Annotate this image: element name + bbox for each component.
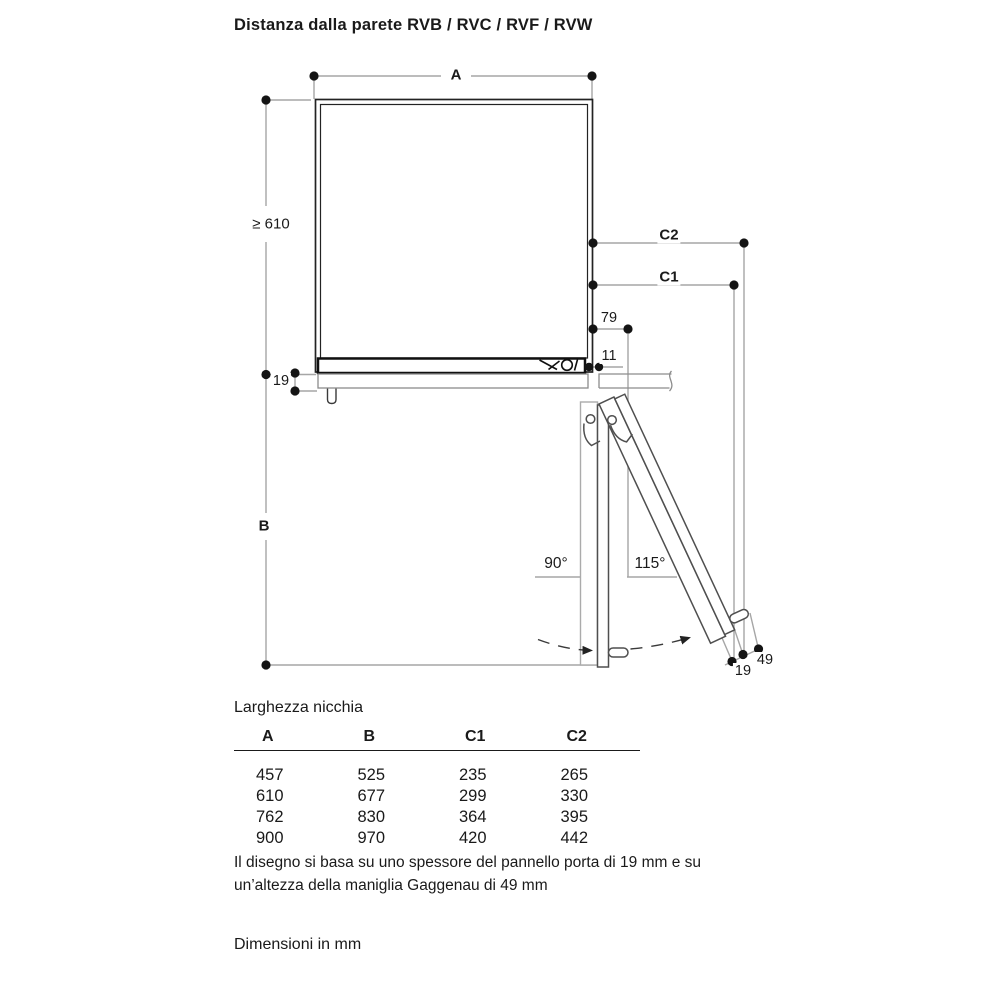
label-panel-19-left: 19 (272, 373, 290, 389)
niche-width-table (234, 698, 640, 849)
column-header-b: B (363, 728, 376, 745)
label-depth-min: ≥ 610 (252, 215, 290, 233)
table-row (234, 828, 640, 849)
label-wall-gap-11: 11 (601, 348, 617, 364)
table-row (234, 786, 640, 807)
column-header-a: A (262, 728, 274, 745)
table-body (234, 765, 640, 849)
appliance-door-115 (615, 394, 735, 634)
door-panel-90 (581, 402, 598, 665)
label-panel-19-right: 19 (734, 663, 752, 679)
appliance-door-90 (598, 405, 609, 667)
label-clearance-b: B (258, 517, 270, 535)
cell-c2: 265 (560, 766, 589, 784)
label-c1: C1 (659, 268, 679, 286)
table-row (234, 765, 640, 786)
label-hinge-offset-79: 79 (600, 310, 618, 326)
cell-c1: 299 (459, 787, 487, 805)
cell-a: 457 (256, 766, 284, 784)
door-handle-90 (609, 648, 629, 657)
cell-c1: 420 (459, 829, 487, 847)
column-header-c1: C1 (465, 728, 486, 745)
cell-c2: 442 (560, 829, 589, 847)
label-angle-115: 115° (634, 555, 666, 572)
cell-c1: 235 (459, 766, 487, 784)
table-caption: Larghezza nicchia (234, 699, 363, 716)
cell-a: 762 (256, 808, 284, 826)
label-handle-49: 49 (756, 652, 774, 668)
door-open-115 (599, 384, 753, 643)
hinge-pivot-90 (586, 415, 595, 424)
label-angle-90: 90° (544, 555, 568, 572)
cell-a: 610 (256, 787, 284, 805)
adjacent-wall (599, 371, 672, 391)
cell-c2: 330 (560, 787, 589, 805)
cell-c2: 395 (560, 808, 589, 826)
door-panel-115 (599, 397, 726, 643)
page-title: Distanza dalla parete RVB / RVC / RVF / RVW (234, 16, 593, 34)
cabinet-outline (316, 100, 593, 404)
cell-c1: 364 (459, 808, 487, 826)
note-units: Dimensioni in mm (234, 936, 362, 953)
note-basis: Il disegno si basa su uno spessore del pannello porta di 19 mm e su un’altezza della maniglia Gaggenau di 49 mm (234, 854, 702, 894)
panel-and-wall (318, 371, 672, 391)
column-header-c2: C2 (566, 728, 587, 745)
label-niche-width-a: A (450, 66, 462, 84)
door-handle-115 (728, 608, 749, 624)
cell-b: 830 (357, 808, 386, 826)
cell-b: 677 (357, 787, 386, 805)
door-panel-closed (318, 374, 588, 388)
cell-a: 900 (256, 829, 284, 847)
cell-b: 970 (357, 829, 386, 847)
table-row (234, 807, 640, 828)
appliance-foot (328, 388, 337, 404)
cell-b: 525 (357, 766, 386, 784)
label-c2: C2 (659, 226, 679, 244)
table-header-row (234, 728, 640, 751)
appliance-door-closed (318, 359, 585, 374)
